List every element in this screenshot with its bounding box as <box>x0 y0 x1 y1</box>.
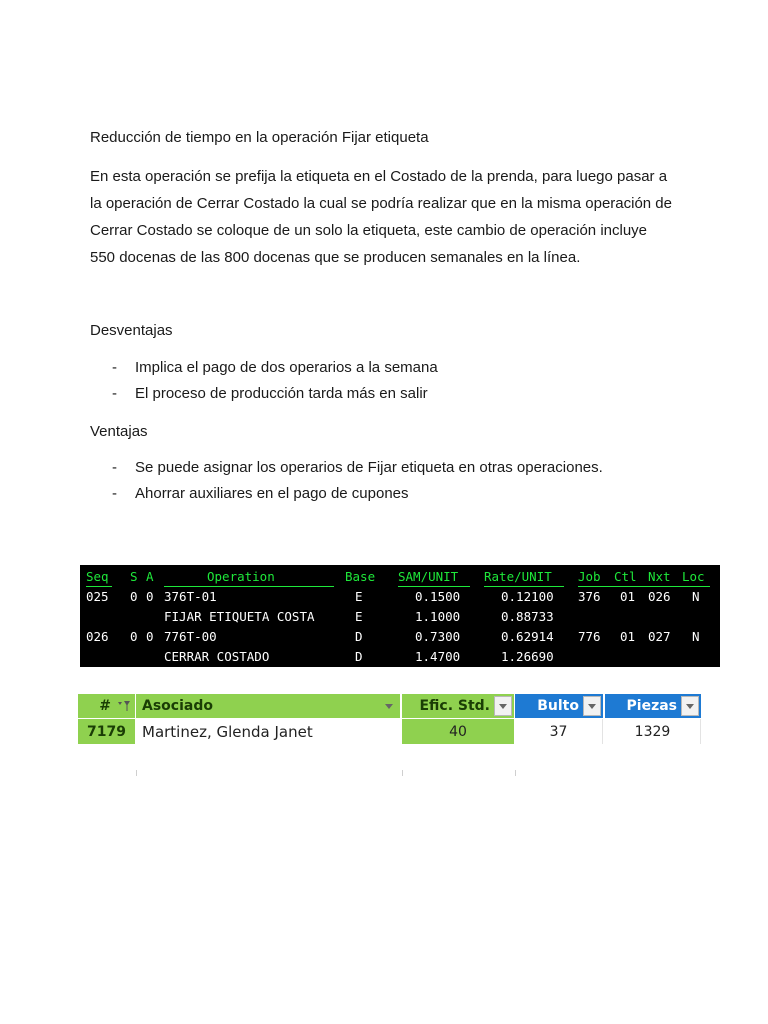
terminal-header-operation: Operation <box>207 569 275 584</box>
terminal-cell-rate: 1.26690 <box>501 649 554 664</box>
description-paragraph <box>90 163 690 271</box>
terminal-cell-rate: 0.12100 <box>501 589 554 604</box>
terminal-header-rate: Rate/UNIT <box>484 569 552 584</box>
gridline-tick <box>402 770 403 776</box>
advantages-heading: Ventajas <box>90 423 148 440</box>
terminal-header-loc: Loc <box>682 569 705 584</box>
terminal-cell-operation: FIJAR ETIQUETA COSTA <box>164 609 315 624</box>
paragraph-line: Cerrar Costado se coloque de un solo la etiqueta, este cambio de operación incluye <box>90 222 648 239</box>
terminal-cell-ctl: 01 <box>620 589 636 604</box>
terminal-header-sam: SAM/UNIT <box>398 569 459 584</box>
terminal-operations-table <box>80 565 720 667</box>
terminal-cell-sam: 0.1500 <box>415 589 461 604</box>
header-underline <box>484 586 564 587</box>
terminal-cell-rate: 0.88733 <box>501 609 554 624</box>
terminal-cell-a: 0 <box>146 589 154 604</box>
terminal-cell-nxt: 027 <box>648 629 671 644</box>
list-item: - Se puede asignar los operarios de Fijar etiqueta en otras operaciones. <box>112 455 603 481</box>
disadvantages-heading: Desventajas <box>90 322 173 339</box>
column-header-piezas: Piezas <box>605 694 701 718</box>
terminal-cell-nxt: 026 <box>648 589 671 604</box>
terminal-cell-ctl: 01 <box>620 629 636 644</box>
disadvantages-list <box>112 355 438 407</box>
terminal-cell-sam: 1.4700 <box>415 649 461 664</box>
header-underline <box>164 586 334 587</box>
terminal-header-a: A <box>146 569 154 584</box>
terminal-cell-seq: 026 <box>86 629 109 644</box>
terminal-header-ctl: Ctl <box>614 569 637 584</box>
terminal-cell-rate: 0.62914 <box>501 629 554 644</box>
terminal-cell-loc: N <box>692 589 700 604</box>
advantages-list <box>112 455 603 507</box>
cell-num[interactable]: 7179 <box>78 719 135 744</box>
cell-asociado[interactable]: Martinez, Glenda Janet <box>136 719 400 744</box>
bullet-marker: - <box>112 359 117 376</box>
terminal-header-job: Job <box>578 569 601 584</box>
terminal-cell-base: D <box>355 629 363 644</box>
column-header-bulto: Bulto <box>515 694 603 718</box>
paragraph-line: En esta operación se prefija la etiqueta en el Costado de la prenda, para luego pasar a <box>90 168 668 185</box>
cell-bulto[interactable]: 37 <box>515 719 603 744</box>
terminal-cell-loc: N <box>692 629 700 644</box>
terminal-header-s: S <box>130 569 138 584</box>
list-item: - Implica el pago de dos operarios a la semana <box>112 355 438 381</box>
terminal-header-base: Base <box>345 569 376 584</box>
terminal-cell-operation: 376T-01 <box>164 589 217 604</box>
terminal-cell-sam: 1.1000 <box>415 609 461 624</box>
paragraph-line: 550 docenas de las 800 docenas que se producen semanales en la línea. <box>90 249 581 266</box>
paragraph-line: la operación de Cerrar Costado la cual se podría realizar que en la misma operación de <box>90 195 672 212</box>
header-underline <box>398 586 470 587</box>
header-underline <box>578 586 710 587</box>
terminal-header-nxt: Nxt <box>648 569 671 584</box>
terminal-cell-base: E <box>355 609 363 624</box>
dropdown-arrow-icon[interactable] <box>583 696 601 716</box>
header-underline <box>86 586 112 587</box>
terminal-cell-seq: 025 <box>86 589 109 604</box>
gridline-tick <box>515 770 516 776</box>
bullet-marker: - <box>112 485 117 502</box>
list-item: - Ahorrar auxiliares en el pago de cupones <box>112 481 603 507</box>
dropdown-arrow-icon[interactable] <box>380 696 398 716</box>
dropdown-arrow-icon[interactable] <box>681 696 699 716</box>
cell-piezas[interactable]: 1329 <box>605 719 701 744</box>
cell-efic[interactable]: 40 <box>402 719 514 744</box>
bullet-marker: - <box>112 459 117 476</box>
terminal-header-seq: Seq <box>86 569 109 584</box>
terminal-cell-job: 376 <box>578 589 601 604</box>
column-header-efic: Efic. Std. <box>402 694 514 718</box>
gridline-tick <box>136 770 137 776</box>
terminal-cell-job: 776 <box>578 629 601 644</box>
document-title: Reducción de tiempo en la operación Fijar etiqueta <box>90 129 429 146</box>
column-header-asociado: Asociado <box>136 694 400 718</box>
dropdown-arrow-icon[interactable] <box>494 696 512 716</box>
filter-active-icon[interactable] <box>115 696 133 716</box>
terminal-cell-a: 0 <box>146 629 154 644</box>
terminal-cell-sam: 0.7300 <box>415 629 461 644</box>
terminal-cell-base: E <box>355 589 363 604</box>
terminal-cell-operation: CERRAR COSTADO <box>164 649 270 664</box>
terminal-cell-s: 0 <box>130 629 138 644</box>
terminal-cell-s: 0 <box>130 589 138 604</box>
column-header-num: # <box>78 694 135 718</box>
list-item: - El proceso de producción tarda más en salir <box>112 381 438 407</box>
bullet-marker: - <box>112 385 117 402</box>
terminal-cell-operation: 776T-00 <box>164 629 217 644</box>
terminal-cell-base: D <box>355 649 363 664</box>
